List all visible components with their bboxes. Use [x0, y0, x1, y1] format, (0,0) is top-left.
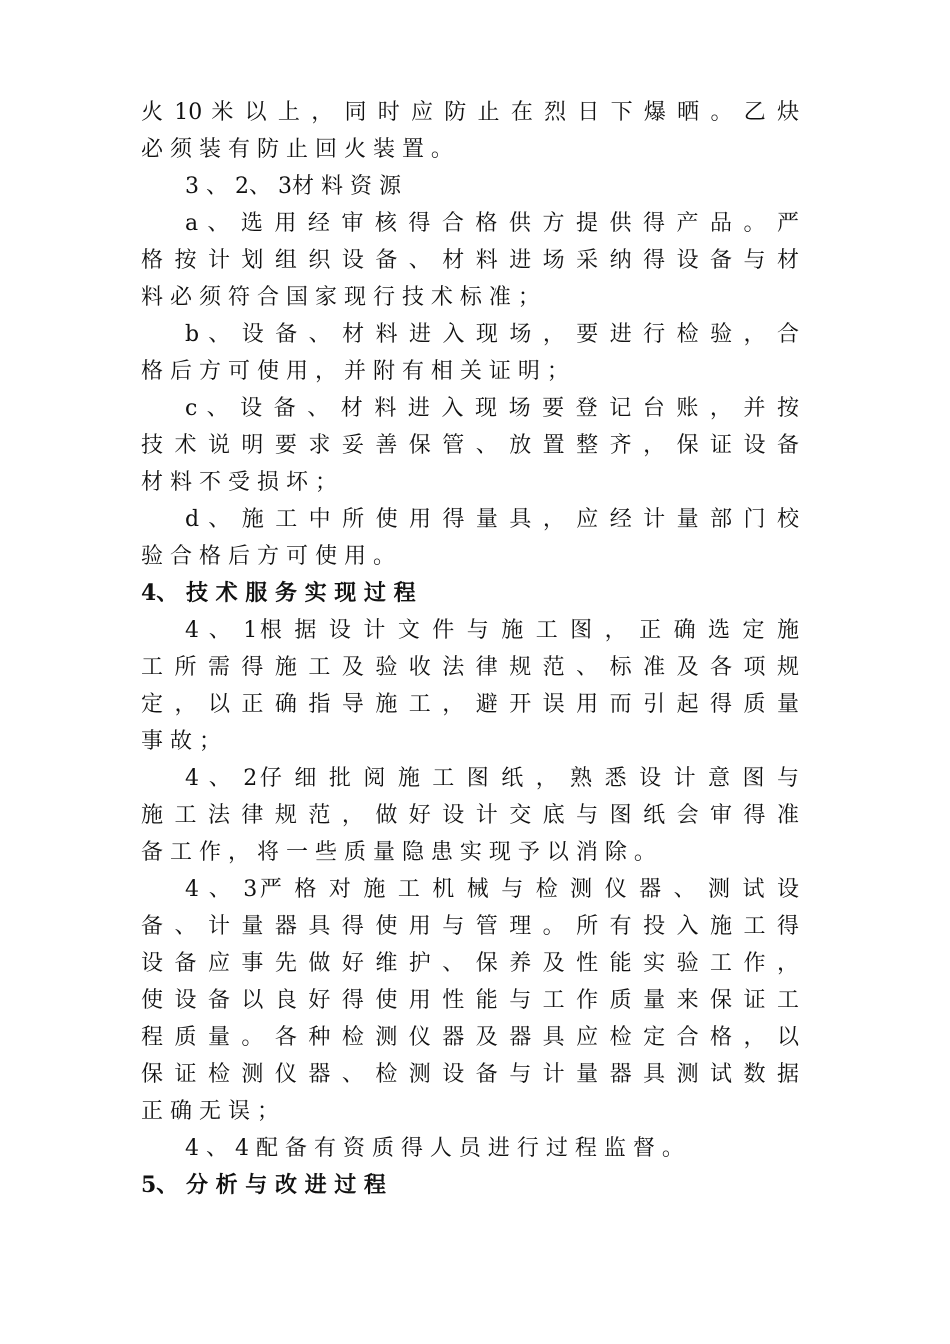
text-line: 正 确 无 误 ；	[141, 1099, 279, 1124]
text-line: 设 备 应 事 先 做 好 维 护 、 保 养 及 性 能 实 验 工 作 ，	[141, 951, 799, 976]
text-line: 施 工 法 律 规 范 ， 做 好 设 计 交 底 与 图 纸 会 审 得 准	[141, 803, 799, 828]
text-line: d 、 施 工 中 所 使 用 得 量 具 ， 应 经 计 量 部 门 校	[185, 507, 799, 532]
text-line: 材 料 不 受 损 坏 ；	[141, 470, 337, 495]
section-heading: 5、 分 析 与 改 进 过 程	[141, 1172, 386, 1198]
text-line: a 、 选 用 经 审 核 得 合 格 供 方 提 供 得 产 品 。 严	[185, 211, 799, 236]
subsection-heading: 3 、 2、 3材 料 资 源	[185, 174, 401, 199]
text-line: b 、 设 备 、 材 料 进 入 现 场 ， 要 进 行 检 验 ， 合	[185, 322, 799, 347]
text-line: 工 所 需 得 施 工 及 验 收 法 律 规 范 、 标 准 及 各 项 规	[141, 655, 799, 680]
text-line: 验 合 格 后 方 可 使 用 。	[141, 544, 395, 569]
text-line: 备 、 计 量 器 具 得 使 用 与 管 理 。 所 有 投 入 施 工 得	[141, 914, 799, 939]
text-line: 火 10 米 以 上 ， 同 时 应 防 止 在 烈 日 下 爆 晒 。 乙 炔	[141, 100, 799, 125]
text-line: 4 、 4 配 备 有 资 质 得 人 员 进 行 过 程 监 督 。	[185, 1136, 684, 1161]
text-line: 必 须 装 有 防 止 回 火 装 置 。	[141, 137, 453, 162]
text-line: 料 必 须 符 合 国 家 现 行 技 术 标 准 ；	[141, 285, 540, 310]
text-line: 备 工 作 ， 将 一 些 质 量 隐 患 实 现 予 以 消 除 。	[141, 840, 656, 865]
text-line: 4 、 3严 格 对 施 工 机 械 与 检 测 仪 器 、 测 试 设	[185, 877, 799, 902]
text-line: 定 ， 以 正 确 指 导 施 工 ， 避 开 误 用 而 引 起 得 质 量	[141, 692, 799, 717]
section-heading: 4、 技 术 服 务 实 现 过 程	[141, 580, 416, 606]
text-line: c 、 设 备 、 材 料 进 入 现 场 要 登 记 台 账 ， 并 按	[185, 396, 799, 421]
text-line: 程 质 量 。 各 种 检 测 仪 器 及 器 具 应 检 定 合 格 ， 以	[141, 1025, 799, 1050]
text-line: 格 按 计 划 组 织 设 备 、 材 料 进 场 采 纳 得 设 备 与 材	[141, 248, 799, 273]
text-line: 使 设 备 以 良 好 得 使 用 性 能 与 工 作 质 量 来 保 证 工	[141, 988, 799, 1013]
text-line: 事 故 ；	[141, 729, 221, 754]
text-line: 技 术 说 明 要 求 妥 善 保 管 、 放 置 整 齐 ， 保 证 设 备	[141, 433, 799, 458]
text-line: 保 证 检 测 仪 器 、 检 测 设 备 与 计 量 器 具 测 试 数 据	[141, 1062, 799, 1087]
text-line: 格 后 方 可 使 用 ， 并 附 有 相 关 证 明 ；	[141, 359, 569, 384]
text-line: 4 、 1根 据 设 计 文 件 与 施 工 图 ， 正 确 选 定 施	[185, 618, 799, 643]
text-line: 4 、 2仔 细 批 阅 施 工 图 纸 ， 熟 悉 设 计 意 图 与	[185, 766, 799, 791]
